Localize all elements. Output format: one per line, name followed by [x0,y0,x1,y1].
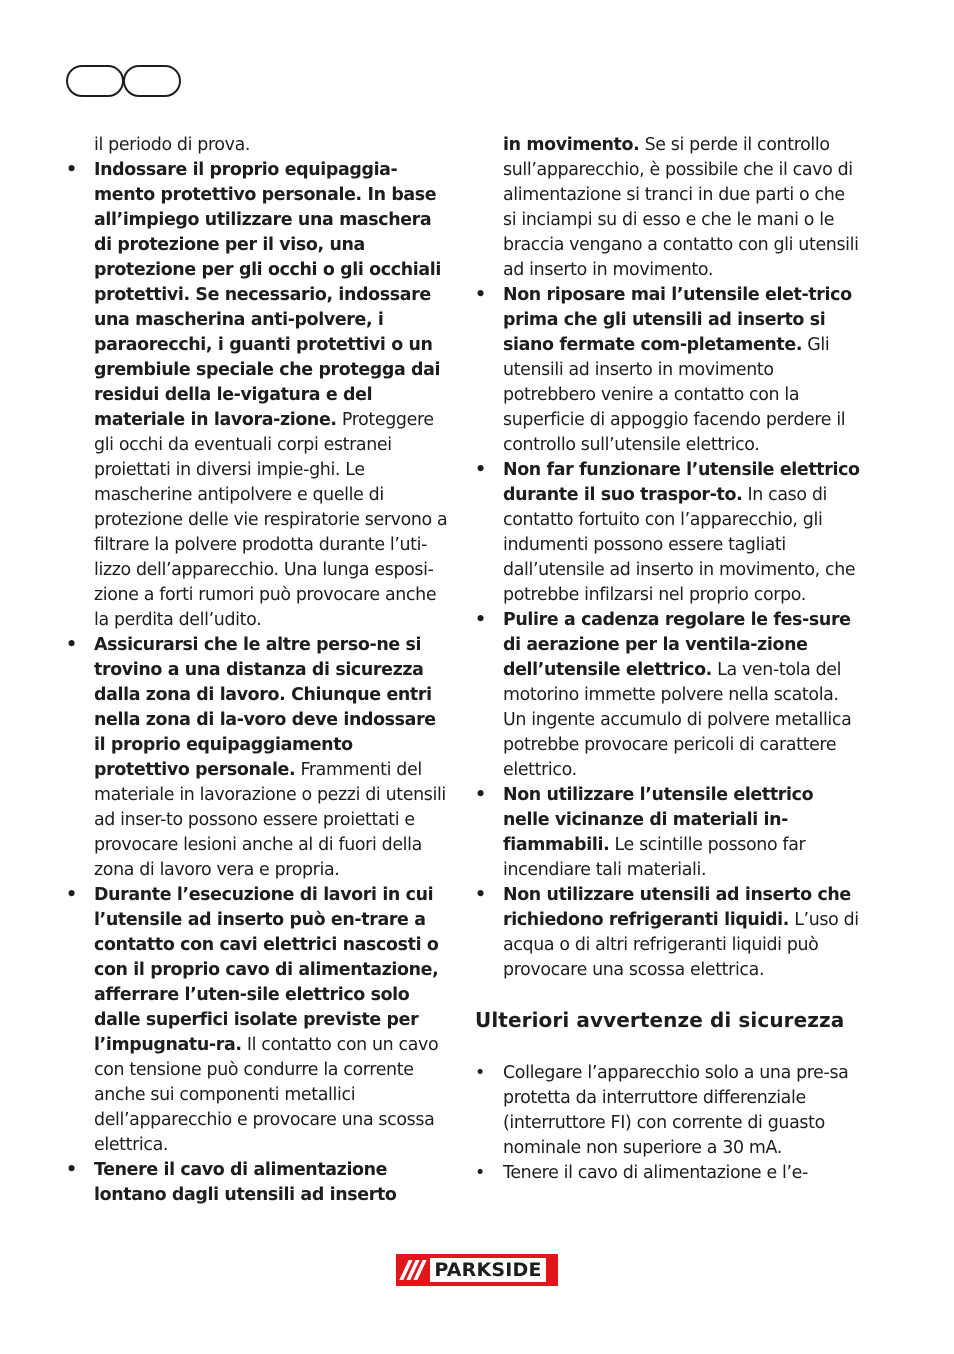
item-text: Gli utensili ad inserto in movimento potrebbero venire a contatto con la superficie di appoggio facendo perdere il controllo sull’utensile elettrico. [503,335,846,455]
item-bold-text: Indossare il proprio equipaggia-mento protettivo personale. In base all’impiego utilizzare una maschera di protezione per il viso, una protezione per gli occhi o gli occhiali protettivi. Se necessario, indossare una mascherina anti-polvere, i paraorecchi, i guanti protettivi o un grembiule speciale che protegga dai residui della le-vigatura e del materiale in lavora-zione. [94,160,441,430]
continued-text: il periodo di prova. [94,135,251,155]
list-item [475,608,861,783]
continued-item [475,133,861,283]
item-text: Proteggere gli occhi da eventuali corpi estranei proiettati in diversi impie-ghi. Le mascherine antipolvere e quelle di protezione delle vie respiratorie servono a filtrare la polvere prodotta durante l’uti-lizzo dell’apparecchio. Una lunga esposi-zione a forti rumori può provocare anche la perdita dell’udito. [94,410,448,630]
extra-safety-list [475,1061,861,1186]
right-column [475,133,861,1186]
logo-text: PARKSIDE [430,1258,546,1282]
list-item: • Tenere il cavo di alimentazione e l’e- [475,1161,861,1186]
list-item [66,633,451,883]
logo-stripes-icon [396,1254,430,1286]
item-bold-text: Non far funzionare l’utensile elettrico durante il suo traspor-to. [503,460,860,505]
list-item [66,158,451,633]
language-oval-right [123,65,181,97]
item-bold-text: Tenere il cavo di alimentazione lontano dagli utensili ad inserto [94,1160,397,1205]
safety-list-right [475,283,861,983]
list-item: • Collegare l’apparecchio solo a una pre-sa protetta da interruttore differenziale (interruttore FI) con corrente di guasto nominale non superiore a 30 mA. [475,1061,861,1161]
language-badge [66,65,181,97]
item-bold-text: Durante l’esecuzione di lavori in cui l’utensile ad inserto può en-trare a contatto con cavi elettrici nascosti o con il proprio cavo di alimentazione, afferrare l’uten-sile elettrico solo dalle superfici isolate previste per l’impugnatu-ra. [94,885,439,1055]
item-text: L’uso di acqua o di altri refrigeranti liquidi può provocare una scossa elettrica. [503,910,859,980]
language-oval-left [66,65,124,97]
item-bold-text: Assicurarsi che le altre perso-ne si trovino a una distanza di sicurezza dalla zona di lavoro. Chiunque entri nella zona di la-voro deve indossare il proprio equipaggiamento protettivo personale. [94,635,436,780]
left-column [66,133,451,1208]
list-item [475,883,861,983]
section-heading: Ulteriori avvertenze di sicurezza [475,1008,845,1032]
item-text: Le scintille possono far incendiare tali materiali. [503,835,806,880]
list-item [66,883,451,1158]
list-item [66,1158,451,1208]
safety-list-left [66,158,451,1208]
list-item [475,458,861,608]
item-text: Frammenti del materiale in lavorazione o pezzi di utensili ad inser-to possono essere proiettati e provocare lesioni anche al di fuori della zona di lavoro vera e propria. [94,760,446,880]
item-text: In caso di contatto fortuito con l’apparecchio, gli indumenti possono essere tagliati dall’utensile ad inserto in movimento, che potrebbe infilzarsi nel proprio corpo. [503,485,856,605]
item-bold-text: Pulire a cadenza regolare le fes-sure di aerazione per la ventila-zione dell’utensile elettrico. [503,610,851,680]
parkside-logo [396,1254,558,1286]
item-bold-text: Non riposare mai l’utensile elet-trico prima che gli utensili ad inserto si siano fermate com-pletamente. [503,285,852,355]
item-bold-text: Non utilizzare utensili ad inserto che richiedono refrigeranti liquidi. [503,885,851,930]
item-text: Se si perde il controllo sull’apparecchio, è possibile che il cavo di alimentazione si tranci in due parti o che si inciampi su di esso e che le mani o le braccia vengano a contatto con gli utensili ad inserto in movimento. [503,135,859,280]
item-bold-text: in movimento. [503,135,640,155]
item-text: La ven-tola del motorino immette polvere nella scatola. Un ingente accumulo di polvere metallica potrebbe provocare pericoli di carattere elettrico. [503,660,852,780]
item-bold-text: Non utilizzare l’utensile elettrico nelle vicinanze di materiali in-fiammabili. [503,785,814,855]
list-item [475,783,861,883]
list-item [475,283,861,458]
item-text: Il contatto con un cavo con tensione può condurre la corrente anche sui componenti metallici dell’apparecchio e provocare una scossa elettrica. [94,1035,439,1155]
